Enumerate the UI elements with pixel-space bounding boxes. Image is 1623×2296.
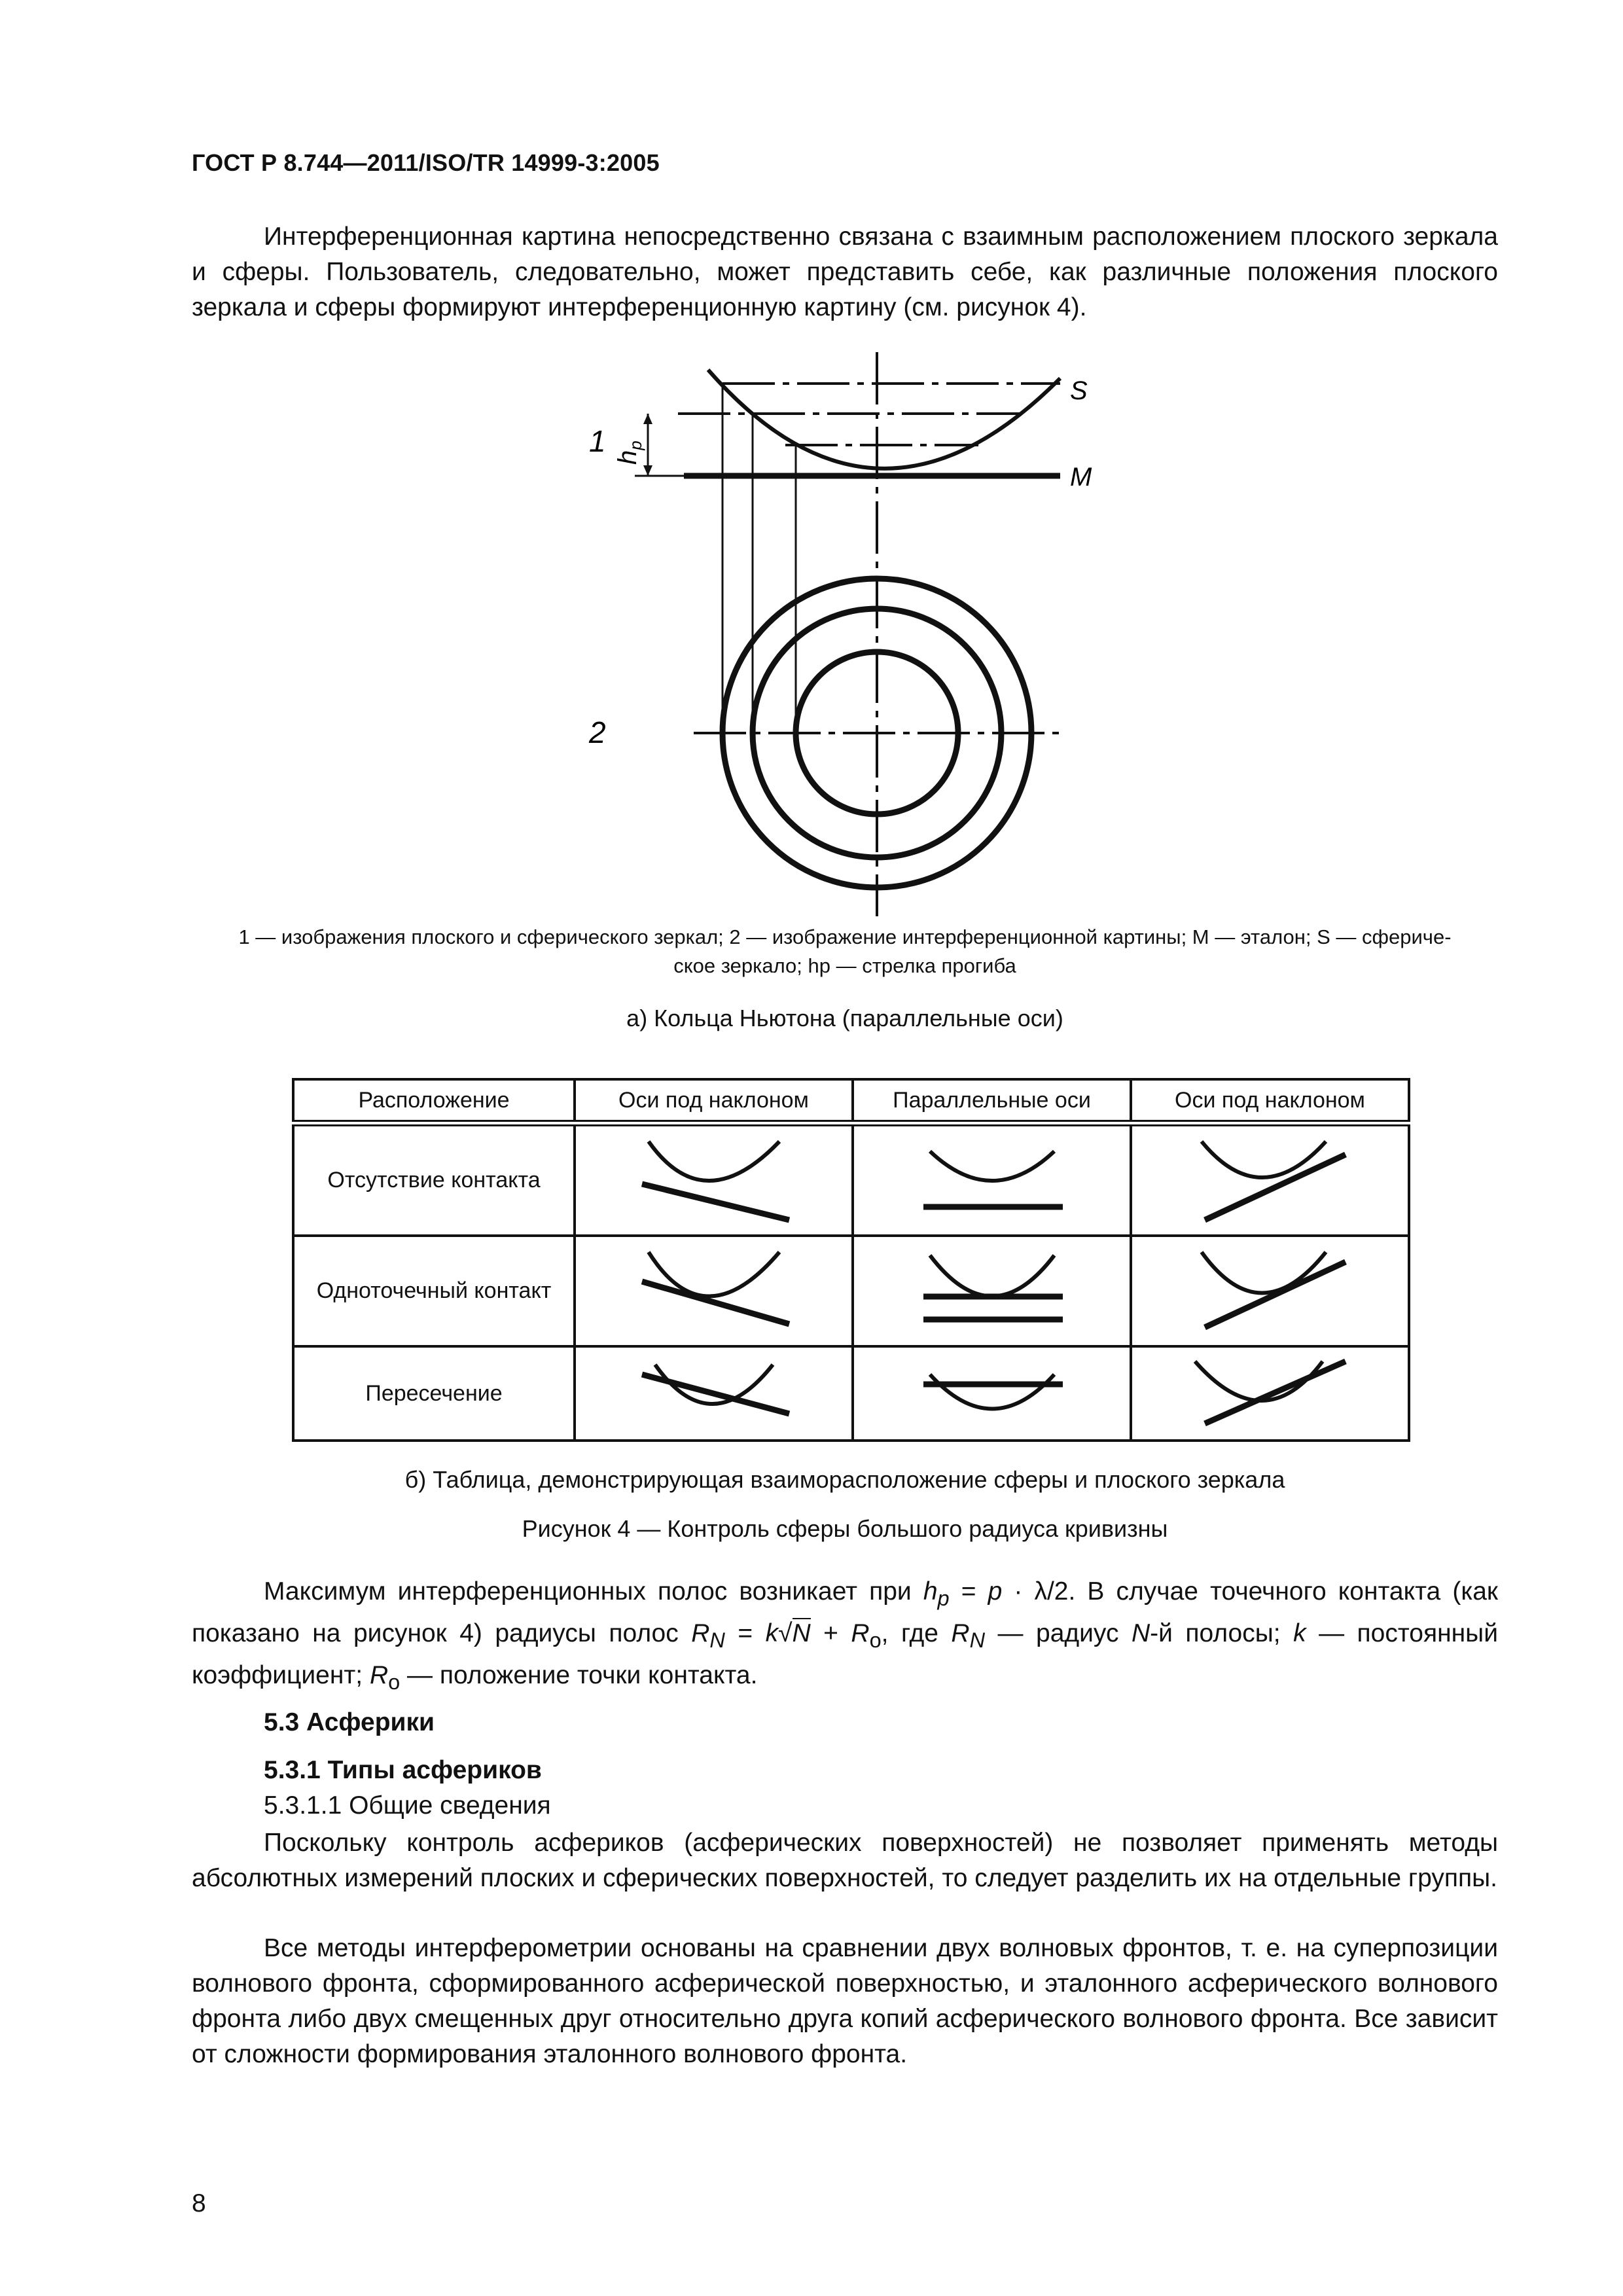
no-contact-parallel	[894, 1128, 1090, 1227]
table-row	[293, 1123, 1409, 1236]
methods-text: Все методы интерферометрии основаны на сравнении двух волновых фронтов, т. е. на суперпозиции волнового фронта, сформированного асферической поверхностью, и эталонного асферического волнового фронта либо двух смещенных друг относительно друга копий асферического волнового фронта. Все зависит от сложности формирования эталонного волнового фронта.	[192, 1934, 1498, 2068]
diagram-cell	[575, 1123, 853, 1236]
figure-a-caption: а) Кольца Ньютона (параллельные оси)	[626, 1005, 1063, 1031]
table-row	[293, 1236, 1409, 1346]
row-label: Отсутствие контакта	[293, 1123, 575, 1236]
figure-b-caption: б) Таблица, демонстрирующая взаиморасположение сферы и плоского зеркала	[404, 1466, 1285, 1493]
no-contact-tilted-left	[616, 1128, 812, 1227]
text-run: — радиус	[985, 1619, 1132, 1647]
label-1: 1	[589, 424, 606, 458]
hp-arrow-bottom	[643, 465, 652, 476]
one-point-parallel	[894, 1239, 1090, 1337]
diagram-cell	[853, 1346, 1131, 1441]
section-heading-5-3-1: 5.3.1 Типы асфериков	[264, 1756, 542, 1784]
row-label: Пересечение	[293, 1346, 575, 1441]
legend-line-2: ское зеркало; hp — стрелка прогиба	[673, 954, 1016, 977]
label-m: M	[1070, 463, 1092, 492]
figure-a-legend	[192, 923, 1498, 980]
document-header: ГОСТ Р 8.744—2011/ISO/TR 14999-3:2005	[192, 149, 660, 176]
text-run: — положение точки контакта.	[400, 1660, 758, 1689]
diagram-cell	[853, 1236, 1131, 1346]
aspheric-text: Поскольку контроль асфериков (асферических поверхностей) не позволяет применять методы абсолютных измерений плоских и сферических поверхностей, то следует разделить их на отдельные группы.	[192, 1829, 1498, 1892]
diagram-cell	[853, 1123, 1131, 1236]
table-header-cell: Расположение	[293, 1079, 575, 1123]
table-header-cell: Параллельные оси	[853, 1079, 1131, 1123]
text-run: , где	[881, 1619, 952, 1647]
text-run: — постоянный коэффициент;	[192, 1619, 1498, 1689]
label-s: S	[1070, 376, 1088, 405]
table-row	[293, 1346, 1409, 1441]
table-header-row	[293, 1079, 1409, 1123]
diagram-cell	[575, 1236, 853, 1346]
intersection-parallel	[894, 1348, 1090, 1433]
text-run: -й полосы;	[1150, 1619, 1294, 1647]
intersection-tilted-left	[616, 1348, 812, 1433]
label-hp: $h_p$	[613, 440, 645, 465]
label-2: 2	[589, 715, 606, 749]
one-point-tilted-left	[616, 1239, 812, 1337]
section-heading-5-3: 5.3 Асферики	[264, 1708, 435, 1736]
diagram-cell	[1131, 1346, 1409, 1441]
hp-arrow-top	[643, 414, 652, 424]
intro-paragraph	[192, 219, 1498, 325]
figure-title: Рисунок 4 — Контроль сферы большого радиуса кривизны	[522, 1515, 1168, 1542]
table-header-cell: Оси под наклоном	[1131, 1079, 1409, 1123]
aspheric-paragraph	[192, 1825, 1498, 1896]
text-run: Максимум интерференционных полос возникает при	[264, 1577, 923, 1605]
diagram-cell	[1131, 1123, 1409, 1236]
position-table	[292, 1078, 1410, 1442]
legend-line-1: 1 — изображения плоского и сферического зеркал; 2 — изображение интерференционной картины; M — эталон; S — сфериче-	[238, 925, 1452, 948]
section-heading-5-3-1-1: 5.3.1.1 Общие сведения	[264, 1791, 551, 1820]
intersection-tilted-right	[1172, 1348, 1368, 1433]
table-header-cell: Оси под наклоном	[575, 1079, 853, 1123]
text-run: =	[949, 1577, 988, 1605]
one-point-tilted-right	[1172, 1239, 1368, 1337]
diagram-cell	[1131, 1236, 1409, 1346]
no-contact-tilted-right	[1172, 1128, 1368, 1227]
diagram-cell	[575, 1346, 853, 1441]
newton-rings-figure	[563, 347, 1152, 923]
maximum-paragraph: Максимум интерференционных полос возникает при $h_p = p \cdot \lambda/2$. В случае точечного контакта (как показано на рисунок 4) радиусы полос $R_N = k√N + R_o$, где $R_N$ — радиус N-й полосы; k — постоянный коэффициент; $R_o$ — положение точки контакта.	[192, 1577, 1498, 1694]
row-label: Одноточечный контакт	[293, 1236, 575, 1346]
methods-paragraph	[192, 1931, 1498, 2072]
text-run: · λ/2. В случае точечного контакта (как показано на рисунок 4) радиусы полос	[192, 1577, 1498, 1647]
page-number: 8	[192, 2189, 206, 2217]
intro-text: Интерференционная картина непосредственно связана с взаимным расположением плоского зеркала и сферы. Пользователь, следовательно, может представить себе, как различные положения плоского зеркала и сферы формируют интерференционную картину (см. рисунок 4).	[192, 223, 1498, 321]
